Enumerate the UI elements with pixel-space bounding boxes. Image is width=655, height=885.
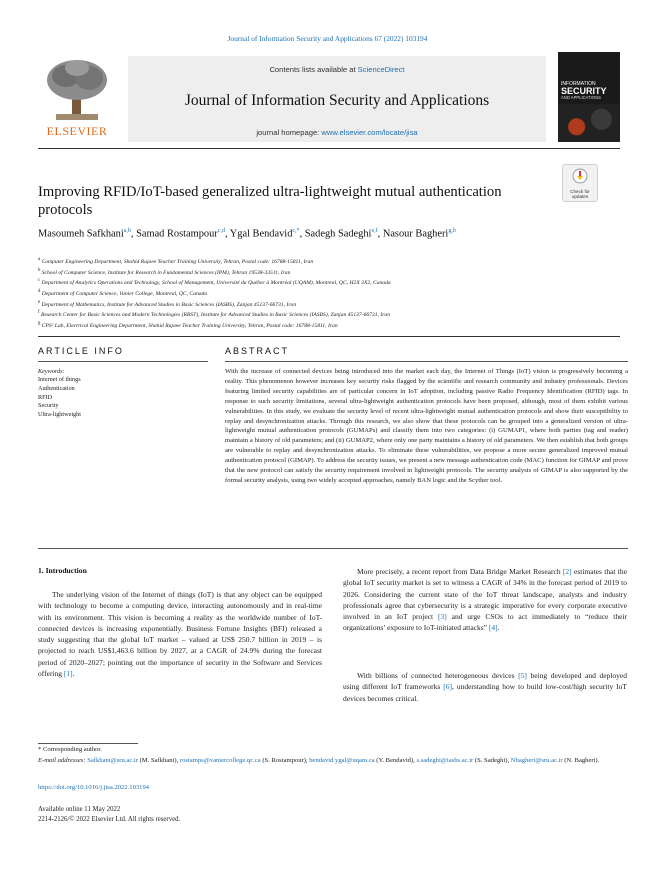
email-link[interactable]: Nbagheri@sru.ac.ir <box>510 757 563 764</box>
article-info-heading: ARTICLE INFO <box>38 346 124 356</box>
affiliation-item <box>38 277 620 288</box>
affiliation-text: Research Center for Basic Sciences and Modern Technologies (RBST), Institute for Advanced Studies in Basic Sciences (IASBS), Zanjan 45137-66731, Iran <box>39 312 390 319</box>
affiliation-text: CPS² Lab, Electrical Engineering Department, Shahid Rajaee Teacher Training University, Tehran, Postal code: 16788-15811, Iran <box>40 322 338 329</box>
email-owner: (S. Rostampour), <box>260 757 310 764</box>
email-link[interactable]: Safkhani@sru.ac.ir <box>87 757 138 764</box>
author-name[interactable]: Samad Rostampour <box>136 228 218 240</box>
cover-line-3: AND APPLICATIONS <box>561 95 601 100</box>
affiliation-item <box>38 320 620 331</box>
check-for-updates-label: Check for updates <box>570 189 590 199</box>
contents-prefix: Contents lists available at <box>269 65 358 74</box>
reference-link[interactable]: [5] <box>518 671 527 680</box>
journal-title: Journal of Information Security and Applications <box>184 92 490 109</box>
affiliation-item <box>38 267 620 278</box>
footnote-rule <box>38 743 138 744</box>
cover-line-2: SECURITY <box>561 86 607 96</box>
keyword: Authentication <box>38 384 75 392</box>
paragraph-text: . <box>497 623 500 633</box>
affiliation-marker: f <box>38 310 40 316</box>
abstract-text: With the increase of connected devices being introduced into the market each day, the Internet of Things (IoT) vision is progressively becoming a reality. This phenomenon however increases key security risks flagged by the scientific and research community and industry professionals. Devices featuring limited security capabilities are of particular concern in IoT adoption, including passive Radio Frequency Identification (RFID) tags. In response to such security limitations, several ultra-lightweight authentication protocols have been proposed, although, most of them exhibit various vulnerabilities. In this study, we evaluate the security level of recent ultra-lightweight mutual authentication protocols and show their susceptibility to replay and desynchronization attacks. Through this research, we also show that these protocols can be grouped into a generalized version of ultra-lightweight mutual authentication protocols (GUMAPs) and classify them into two categories: (i) GUMAP1, where both parties (tag and reader) maintain a history of old parameters; and (ii) GUMAP2, where only one party maintains a history of old parameters. We then establish that both groups are vulnerable to replay and desynchronization attacks. To eliminate these vulnerabilities, we propose a more secure generalized improved mutual authentication protocol (GIMAP). To address the security issues, we present a new message authentication code (MAC) function for GIMAP and prove that the new protocol can satisfy the security requirement involved in lightweight protocols. The security analysis of GIMAP is also supported by the formal security analysis, using two widely accepted approaches, namely BAN logic and the Scyther tool. <box>225 368 628 484</box>
contents-line <box>128 65 546 74</box>
reference-link[interactable]: [2] <box>562 567 572 576</box>
email-label: E-mail addresses: <box>38 757 88 764</box>
paragraph-text: estimates that the global IoT security market is set to witness a CAGR of 34% in the forecast period of 2019 to 2026. Considering the current state of the IoT threat landscape, analysts and industry professionals agree that cybersecurity is a strategic imperative for every corporate executive involved in an IoT project <box>343 567 627 622</box>
author-name[interactable]: Sadegh Sadeghi <box>304 228 372 240</box>
keyword: Internet of things <box>38 376 81 383</box>
check-for-updates-icon <box>572 168 588 184</box>
affiliation-item <box>38 299 620 310</box>
cover-line-1: INFORMATION <box>561 81 596 87</box>
affiliation-marker: b <box>38 267 41 273</box>
cover-title <box>561 82 617 100</box>
author-affiliation-marker[interactable]: a,b <box>123 228 131 234</box>
homepage-line <box>128 128 546 137</box>
affiliation-item <box>38 288 620 299</box>
abstract-heading: ABSTRACT <box>225 346 290 356</box>
affiliation-list <box>38 256 620 331</box>
email-owner: (Y. Bendavid), <box>374 757 417 764</box>
sciencedirect-link[interactable]: ScienceDirect <box>357 65 405 74</box>
keyword: RFID <box>38 393 53 401</box>
affiliation-marker: d <box>38 288 41 294</box>
email-addresses <box>38 756 623 767</box>
introduction-heading: 1. Introduction <box>38 566 87 575</box>
author-affiliation-marker[interactable]: g,b <box>448 228 456 234</box>
affiliation-text: Department of Mathematics, Institute for Advanced Studies in Basic Sciences (IASBS), Zanjan 45137-66731, Iran <box>40 301 297 308</box>
corresponding-author-note: * Corresponding author. <box>38 746 102 753</box>
elsevier-logo[interactable] <box>38 56 116 142</box>
keyword-list <box>38 376 81 420</box>
affiliation-marker: g <box>38 320 41 326</box>
reference-link[interactable]: [3] <box>438 612 447 622</box>
reference-link[interactable]: [4] <box>488 623 498 633</box>
masthead <box>38 52 620 144</box>
journal-cover-image[interactable] <box>558 52 620 142</box>
author-name[interactable]: Nasour Bagheri <box>382 228 449 240</box>
doi-link[interactable]: https://doi.org/10.1016/j.jisa.2022.103194 <box>38 784 150 791</box>
journal-citation-link[interactable]: Journal of Information Security and Applications 67 (2022) 103194 <box>227 34 428 43</box>
front-matter-rule <box>38 336 620 337</box>
affiliation-marker: e <box>38 299 41 305</box>
paper-title: Improving RFID/IoT-based generalized ultra-lightweight mutual authentication protocols <box>38 184 502 218</box>
reference-link[interactable]: [1] <box>63 669 73 679</box>
paragraph-text: . <box>72 669 75 679</box>
masthead-rule <box>38 148 620 149</box>
affiliation-text: Department of Analytics Operations and Technology, School of Management, Université du Québec à Montréal (UQAM), Montreal, QC, H2X 3X2, Canada <box>40 280 391 287</box>
paragraph-text: With billions of connected heterogeneous devices <box>357 671 519 680</box>
introduction-paragraph-3 <box>343 670 627 704</box>
email-owner: (N. Bagheri). <box>562 757 600 764</box>
affiliation-text: Computer Engineering Department, Shahid Rajaee Teacher Training University, Tehran, Postal code: 16788-15811, Iran <box>40 258 314 265</box>
paragraph-text: The underlying vision of the Internet of things (IoT) is that any object can be equipped with technology to become a computing device, interacting autonomously and in real-time with its environment. This vision is becoming a reality as the worldwide number of IoT-connected devices is increasing exponentially. Business Fortune Insights (BFI) released a study suggesting that the global IoT market – valued at US$ 250.7 billion in 2019 – is projected to reach US$1,463.6 billion by 2027, at a CAGR of 24.9% during the forecast period of 2020–2027; pointing out the importance of security in the Software and Services offering <box>38 590 322 679</box>
email-owner: (S. Sadeghi), <box>473 757 511 764</box>
paragraph-text: being developed and deployed using different IoT frameworks <box>343 671 627 692</box>
publisher-name: ELSEVIER <box>46 124 108 138</box>
keyword: Security <box>38 402 59 410</box>
introduction-paragraph-1 <box>38 589 322 679</box>
email-link[interactable]: s.sadeghi@iasbs.ac.ir <box>416 757 474 764</box>
introduction-paragraph-2 <box>343 566 627 634</box>
affiliation-item <box>38 309 620 320</box>
keyword: Ultra-lightweight <box>38 411 81 419</box>
affiliation-text: School of Computer Science, Institute for Research in Fundamental Sciences (IPM), Tehran 19538-33511, Iran <box>40 269 291 276</box>
email-link[interactable]: rostamps@vaniercollege.qc.ca <box>179 757 261 764</box>
email-owner: (M. Safkhani), <box>137 757 180 764</box>
available-online-date: Available online 11 May 2022 <box>38 806 121 813</box>
elsevier-tree-icon <box>42 58 112 122</box>
author-name[interactable]: Masoumeh Safkhani <box>38 228 124 240</box>
issn-copyright: 2214-2126/© 2022 Elsevier Ltd. All rights reserved. <box>38 816 181 823</box>
journal-banner <box>128 56 546 142</box>
author-affiliation-marker[interactable]: c,* <box>292 228 300 234</box>
check-for-updates-badge[interactable] <box>562 164 598 202</box>
author-affiliation-marker[interactable]: e,f <box>371 228 378 234</box>
author-name[interactable]: Ygal Bendavid <box>229 228 293 240</box>
keywords-label: Keywords: <box>38 368 65 375</box>
abstract-rule <box>225 361 628 362</box>
affiliation-item <box>38 256 620 267</box>
affiliation-marker: a <box>38 257 41 262</box>
affiliation-text: Department of Computer Science, Vanier College, Montreal, QC, Canada <box>40 290 208 297</box>
affiliation-marker: c <box>38 278 41 284</box>
author-list: Masoumeh Safkhani$^{a,b}$, Samad Rostampour$^{c,d}$, Ygal Bendavid$^{c,*}$, Sadegh Sadeghi$^{e,f}$, Nasour Bagheri$^{g,b}$ <box>38 228 456 240</box>
cover-artwork <box>558 104 620 142</box>
email-link[interactable]: bendavid.ygal@uqam.ca <box>309 757 375 764</box>
paragraph-text: More precisely, a recent report from Data Bridge Market Research <box>357 567 563 576</box>
abstract-bottom-rule <box>38 548 628 549</box>
paragraph-text: , understanding how to build low-cost/high security IoT devices becomes critical. <box>343 682 627 703</box>
reference-link[interactable]: [6] <box>443 682 452 692</box>
article-info-rule <box>38 361 208 362</box>
author-affiliation-marker[interactable]: c,d <box>217 228 225 234</box>
paragraph-text: and urge CSOs to act immediately to “reduce their organizations’ exposure to IoT-initiated attacks” <box>343 612 627 633</box>
homepage-prefix: journal homepage: <box>256 128 322 137</box>
homepage-link[interactable]: www.elsevier.com/locate/jisa <box>321 128 418 137</box>
